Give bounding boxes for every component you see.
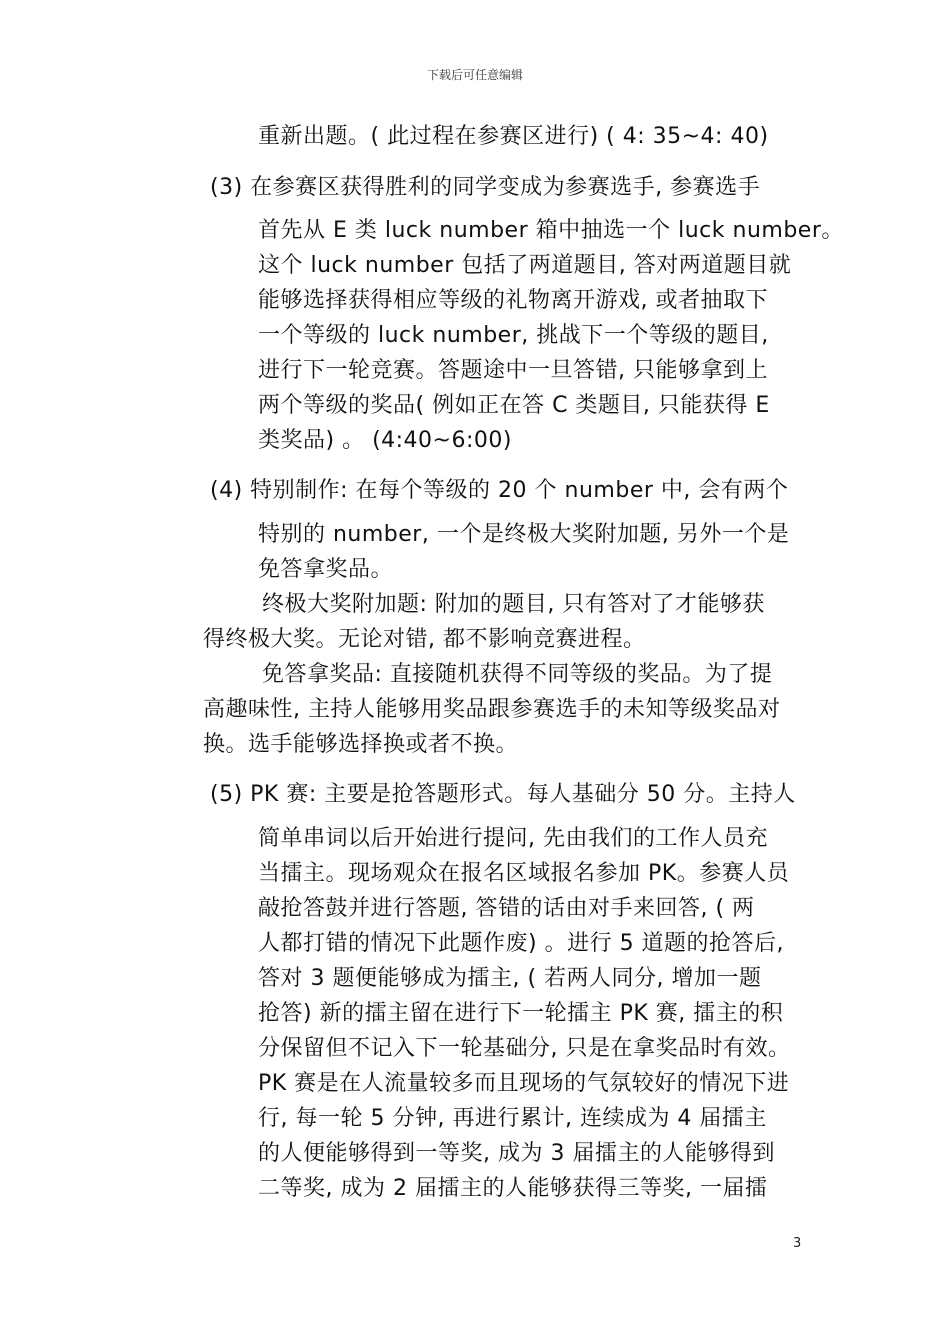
body-line: 能够选择获得相应等级的礼物离开游戏, 或者抽取下 xyxy=(258,288,768,313)
body-line: 二等奖, 成为 2 届擂主的人能够获得三等奖, 一届擂 xyxy=(258,1176,768,1201)
body-line: 得终极大奖。无论对错, 都不影响竞赛进程。 xyxy=(203,627,646,652)
body-line: 当擂主。现场观众在报名区域报名参加 PK。参赛人员 xyxy=(258,861,790,886)
body-line: 换。选手能够选择换或者不换。 xyxy=(203,732,519,757)
body-line: 终极大奖附加题: 附加的题目, 只有答对了才能够获 xyxy=(262,592,765,617)
body-line: 进行下一轮竞赛。答题途中一旦答错, 只能够拿到上 xyxy=(258,358,768,383)
body-line: 一个等级的 luck number, 挑战下一个等级的题目, xyxy=(258,323,769,348)
body-line: 首先从 E 类 luck number 箱中抽选一个 luck number。 xyxy=(258,218,844,243)
body-line: 重新出题。( 此过程在参赛区进行) ( 4: 35~4: 40) xyxy=(258,124,769,149)
body-line: (4) 特别制作: 在每个等级的 20 个 number 中, 会有两个 xyxy=(210,478,789,503)
body-line: 免答拿奖品。 xyxy=(258,557,394,582)
body-line: 高趣味性, 主持人能够用奖品跟参赛选手的未知等级奖品对 xyxy=(203,697,781,722)
body-line: 这个 luck number 包括了两道题目, 答对两道题目就 xyxy=(258,253,792,278)
body-line: (3) 在参赛区获得胜利的同学变成为参赛选手, 参赛选手 xyxy=(210,175,761,200)
body-line: 敲抢答鼓并进行答题, 答错的话由对手来回答, ( 两 xyxy=(258,896,755,921)
body-line: 简单串词以后开始进行提问, 先由我们的工作人员充 xyxy=(258,826,768,851)
body-line: 的人便能够得到一等奖, 成为 3 届擂主的人能够得到 xyxy=(258,1141,775,1166)
page-number: 3 xyxy=(793,1236,802,1251)
body-line: 抢答) 新的擂主留在进行下一轮擂主 PK 赛, 擂主的积 xyxy=(258,1001,784,1026)
body-line: 答对 3 题便能够成为擂主, ( 若两人同分, 增加一题 xyxy=(258,966,762,991)
body-line: 特别的 number, 一个是终极大奖附加题, 另外一个是 xyxy=(258,522,790,547)
page-header: 下载后可任意编辑 xyxy=(426,68,523,82)
body-line: PK 赛是在人流量较多而且现场的气氛较好的情况下进 xyxy=(258,1071,790,1096)
body-line: 分保留但不记入下一轮基础分, 只是在拿奖品时有效。 xyxy=(258,1036,791,1061)
body-line: 免答拿奖品: 直接随机获得不同等级的奖品。为了提 xyxy=(262,662,773,687)
body-line: 两个等级的奖品( 例如正在答 C 类题目, 只能获得 E xyxy=(258,393,770,418)
body-line: 人都打错的情况下此题作废) 。进行 5 道题的抢答后, xyxy=(258,931,785,956)
body-line: 类奖品) 。 (4:40~6:00) xyxy=(258,428,512,453)
body-line: 行, 每一轮 5 分钟, 再进行累计, 连续成为 4 届擂主 xyxy=(258,1106,767,1131)
body-line: (5) PK 赛: 主要是抢答题形式。每人基础分 50 分。主持人 xyxy=(210,782,796,807)
